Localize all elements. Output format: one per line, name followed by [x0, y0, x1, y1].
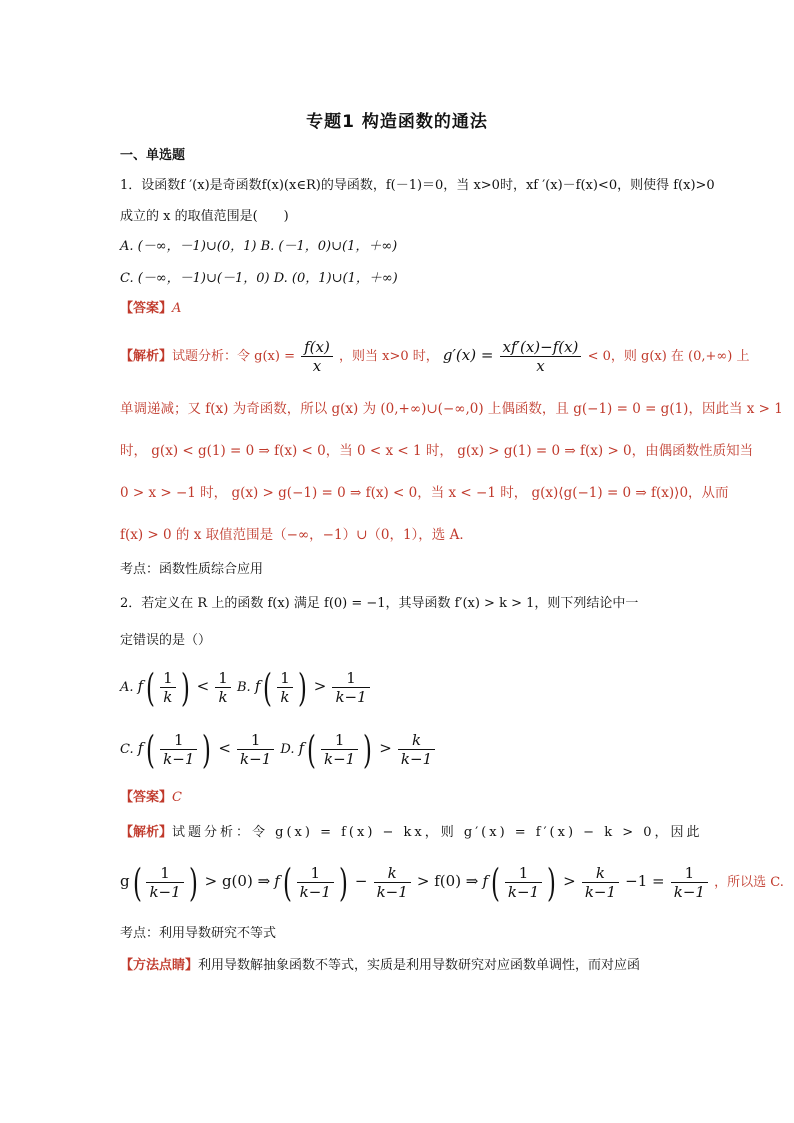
q1-analysis-line5: 0 > x > −1 时， g(x) > g(−1) = 0 ⇒ f(x) < 0，当 x < −1 时， g(x)⟨g(−1) = 0 ⇒ f(x)⟩0，从而: [120, 485, 729, 501]
gp-lead: g′(x) =: [442, 346, 494, 364]
q1-stem-line1: 1．设函数f ′(x)是奇函数f(x)(x∈R)的导函数，f(－1)＝0，当 x>0时，xf ′(x)－f(x)<0，则使得 f(x)>0: [120, 178, 715, 193]
q2-answer: [120, 789, 182, 807]
answer-value: C: [172, 790, 182, 805]
option-b-label: B.: [236, 680, 251, 695]
option-a-label: A.: [120, 680, 134, 695]
answer-label: 【答案】: [120, 790, 173, 805]
analysis-text: 试题分析：令 g(x) = f(x) − kx，则 g′(x) = f′(x) − k > 0，因此: [172, 825, 703, 840]
q2-options-ab: A. f( $\frac{1}{k}$ ) < $\frac{1}{k}$ B. f( $\frac{1}{k}$ ) > $\frac{1}{k-1}$: [120, 666, 372, 708]
q1-analysis-line3: 单调递减；又 f(x) 为奇函数，所以 g(x) 为 (0,+∞)∪(−∞,0) 上偶函数，且 g(−1) = 0 = g(1)，因此当 x > 1: [120, 401, 783, 417]
q2-kaodian: 考点：利用导数研究不等式: [120, 926, 277, 941]
method-text: 利用导数解抽象函数不等式，实质是利用导数研究对应函数单调性，而对应函: [198, 958, 641, 973]
q2-stem-line2: 定错误的是（）: [120, 633, 212, 648]
q1-options-line2: C. (－∞，－1)∪(－1，0) D. (0，1)∪(1，＋∞): [120, 271, 398, 286]
fraction-gprime: $\frac{xf'(x)-f(x)}{x}$: [500, 338, 582, 375]
fraction-g: $\frac{f(x)}{x}$: [301, 338, 333, 375]
section-heading: 一、单选题: [120, 148, 186, 163]
q1-analysis-line4: 时， g(x) < g(1) = 0 ⇒ f(x) < 0，当 0 < x < 1 时， g(x) > g(1) = 0 ⇒ f(x) > 0，由偶函数性质知当: [120, 443, 754, 459]
analysis-label: 【解析】: [120, 349, 173, 364]
gp-tail: < 0，则 g(x) 在 (0,+∞) 上: [587, 349, 750, 364]
option-c-label: C.: [120, 742, 134, 757]
q2-method-note: [120, 957, 640, 975]
analysis-tail: ，所以选 C.: [714, 875, 784, 890]
q1-kaodian: 考点：函数性质综合应用: [120, 562, 264, 577]
answer-label: 【答案】: [120, 301, 173, 316]
q1-analysis-line6: f(x) > 0 的 x 取值范围是（−∞，−1）∪（0，1），选 A．: [120, 527, 473, 543]
q2-analysis-line2: g( $\frac{1}{k-1}$ ) > g(0) ⇒ f( $\frac{1}{k-1}$ ) − $\frac{k}{k-1}$ > f(0) ⇒ f( $\frac{1}{k-1}$ ) > $\frac{k}{k-1}$ −1 = $\frac{1}{k-1}$ ，所以选 C.: [120, 860, 784, 905]
q1-options-line1: A. (－∞，－1)∪(0，1) B. (－1，0)∪(1，＋∞): [120, 239, 398, 254]
analysis-label: 【解析】: [120, 825, 173, 840]
q1-analysis-line1: [120, 336, 749, 376]
q2-options-cd: C. f( $\frac{1}{k-1}$ ) < $\frac{1}{k-1}$ D. f( $\frac{1}{k-1}$ ) > $\frac{k}{k-1}$: [120, 728, 437, 770]
answer-value: A: [172, 301, 182, 316]
analysis-lead: 试题分析：令 g(x) =: [172, 349, 295, 364]
q2-analysis-line1: [120, 824, 703, 842]
option-d-label: D.: [280, 742, 295, 757]
method-label: 【方法点睛】: [120, 958, 199, 973]
q1-stem-line2: 成立的 x 的取值范围是( ): [120, 209, 289, 224]
q2-stem-line1: 2．若定义在 R 上的函数 f(x) 满足 f(0) = −1，其导函数 f′(x) > k > 1，则下列结论中一: [120, 596, 639, 611]
analysis-mid: ，则当 x>0 时，: [338, 349, 439, 364]
page-title: 专题1 构造函数的通法: [306, 112, 488, 132]
q1-answer: [120, 300, 181, 318]
